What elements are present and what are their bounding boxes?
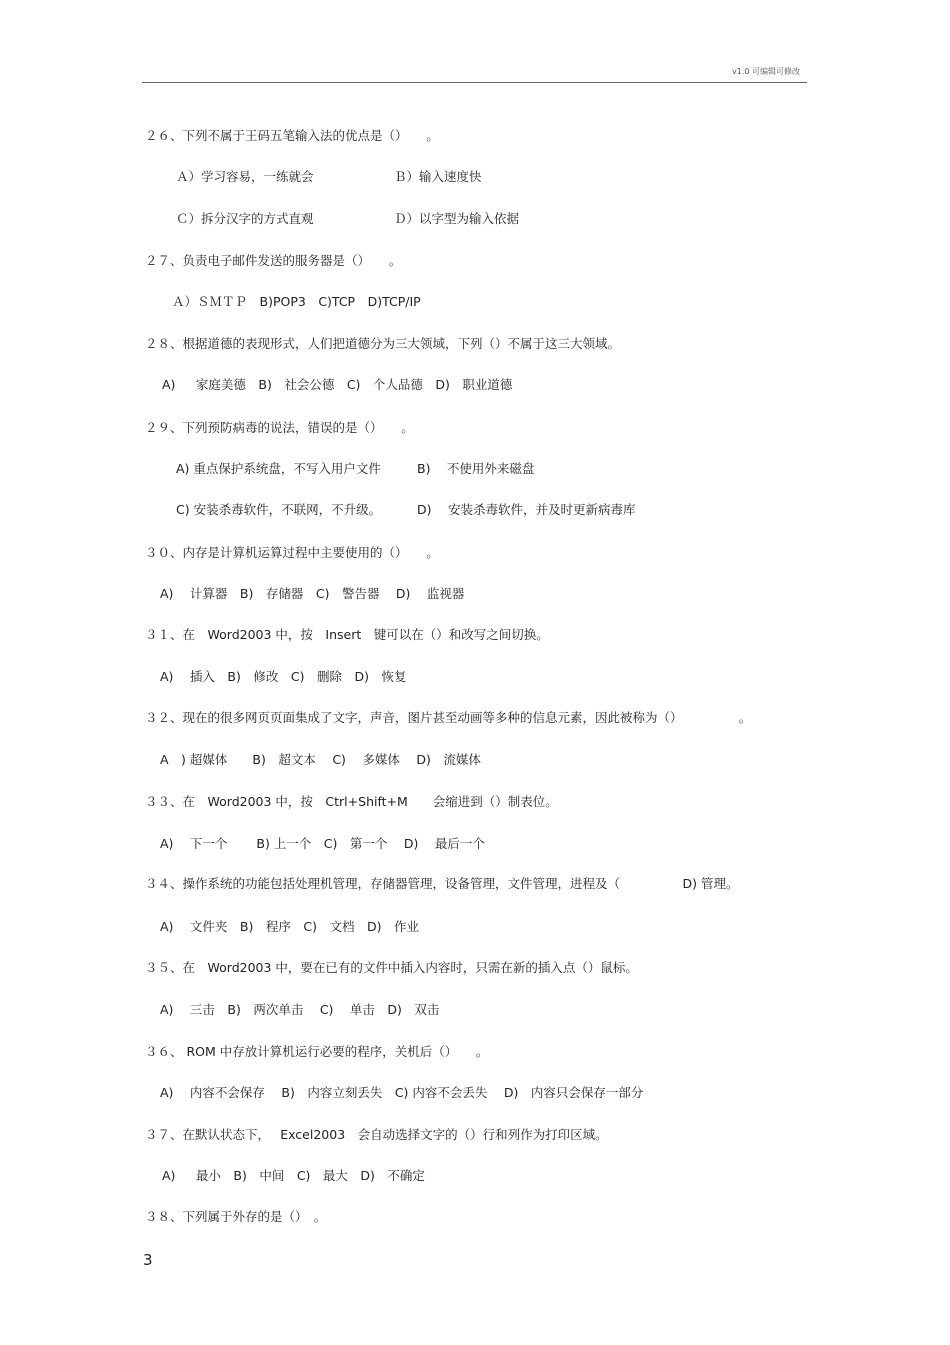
- header-divider: [142, 82, 807, 83]
- q28-options: A) 家庭美德 B) 社会公德 C) 个人品德 D) 职业道德: [162, 377, 513, 392]
- question-30: ３０、内存是计算机运算过程中主要使用的（） 。: [145, 545, 439, 560]
- page-number: 3: [143, 1251, 153, 1269]
- question-32: ３２、现在的很多网页页面集成了文字，声音，图片甚至动画等多种的信息元素，因此被称为（） 。: [145, 710, 752, 725]
- q26-option-b: Ｂ）输入速度快: [394, 169, 482, 184]
- question-27: ２７、负责电子邮件发送的服务器是（） 。: [145, 253, 402, 268]
- q29-option-d: D) 安装杀毒软件，并及时更新病毒库: [417, 502, 636, 517]
- question-36: ３６、 ROM 中存放计算机运行必要的程序，关机后（） 。: [145, 1044, 489, 1059]
- q29-option-c: C) 安装杀毒软件，不联网，不升级。: [176, 502, 382, 517]
- q36-options: A) 内容不会保存 B) 内容立刻丢失 C) 内容不会丢失 D) 内容只会保存一部分: [160, 1085, 644, 1100]
- header-version-text: v1.0 可编辑可修改: [732, 67, 800, 76]
- q34-options: A) 文件夹 B) 程序 C) 文档 D) 作业: [160, 919, 419, 934]
- question-28: ２８、根据道德的表现形式，人们把道德分为三大领域，下列（）不属于这三大领域。: [145, 336, 621, 351]
- question-26: ２６、下列不属于王码五笔输入法的优点是（） 。: [145, 128, 439, 143]
- q31-options: A) 插入 B) 修改 C) 删除 D) 恢复: [160, 669, 407, 684]
- question-34: ３４、操作系统的功能包括处理机管理，存储器管理，设备管理，文件管理，进程及（ D) 管理。: [145, 876, 739, 891]
- question-33: ３３、在 Word2003 中，按 Ctrl+Shift+M 会缩进到（）制表位。: [145, 794, 558, 809]
- q32-options: A ) 超媒体 B) 超文本 C) 多媒体 D) 流媒体: [160, 752, 481, 767]
- q26-option-a: Ａ）学习容易，一练就会: [176, 169, 314, 184]
- question-38: ３８、下列属于外存的是（） 。: [145, 1209, 327, 1224]
- q37-options: A) 最小 B) 中间 C) 最大 D) 不确定: [162, 1168, 425, 1183]
- q29-option-b: B) 不使用外来磁盘: [417, 461, 535, 476]
- q33-options: A) 下一个 B) 上一个 C) 第一个 D) 最后一个: [160, 836, 485, 851]
- q35-options: A) 三击 B) 两次单击 C) 单击 D) 双击: [160, 1002, 440, 1017]
- q27-options: Ａ）ＳＭＴＰ B)POP3 C)TCP D)TCP/IP: [172, 294, 421, 309]
- q30-options: A) 计算器 B) 存储器 C) 警告器 D) 监视器: [160, 586, 465, 601]
- question-29: ２９、下列预防病毒的说法，错误的是（） 。: [145, 420, 414, 435]
- question-35: ３５、在 Word2003 中，要在已有的文件中插入内容时，只需在新的插入点（）鼠标。: [145, 960, 638, 975]
- q26-option-c: Ｃ）拆分汉字的方式直观: [176, 211, 314, 226]
- q29-option-a: A) 重点保护系统盘，不写入用户文件: [176, 461, 381, 476]
- question-37: ３７、在默认状态下， Excel2003 会自动选择文字的（）行和列作为打印区域。: [145, 1127, 608, 1142]
- q26-option-d: Ｄ）以字型为输入依据: [394, 211, 520, 226]
- question-31: ３１、在 Word2003 中，按 Insert 键可以在（）和改写之间切换。: [145, 627, 549, 642]
